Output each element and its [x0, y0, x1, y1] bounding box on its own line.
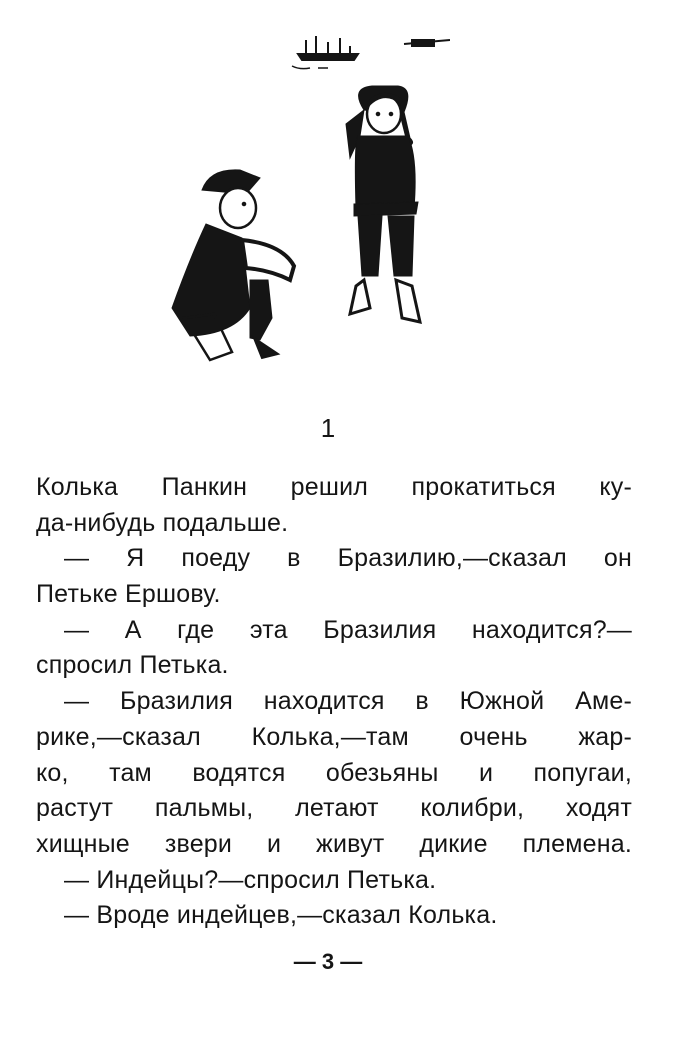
illustration-two-boys: [150, 18, 450, 368]
ship-icon: [292, 36, 358, 69]
body-text: [36, 470, 632, 934]
text-line: да-нибудь подальше.: [36, 508, 289, 537]
text-line: хищные звери и живут дикие племена.: [36, 829, 632, 858]
crouching-boy-figure: [172, 170, 294, 360]
text-line: рике,—сказал Колька,—там очень жар-: [36, 722, 632, 751]
text-line: — Бразилия находится в Южной Аме-: [64, 687, 632, 716]
text-line: Колька Панкин решил прокатиться ку-: [36, 473, 632, 501]
text-line: — Индейцы?—спросил Петька.: [64, 865, 437, 894]
text-line: ко, там водятся обезьяны и попугаи,: [36, 758, 632, 787]
text-line: — Я поеду в Бразилию,—сказал он: [64, 544, 632, 573]
text-line: растут пальмы, летают колибри, ходят: [36, 794, 632, 823]
text-line: Петьке Ершову.: [36, 580, 221, 609]
page-number: — 3 —: [293, 949, 363, 974]
standing-boy-figure: [346, 86, 420, 322]
plane-icon: [404, 40, 450, 46]
chapter-number: 1: [320, 413, 336, 443]
text-line: — Вроде индейцев,—сказал Колька.: [64, 901, 498, 930]
text-line: — А где эта Бразилия находится?—: [64, 615, 632, 644]
text-line: спросил Петька.: [36, 651, 229, 680]
